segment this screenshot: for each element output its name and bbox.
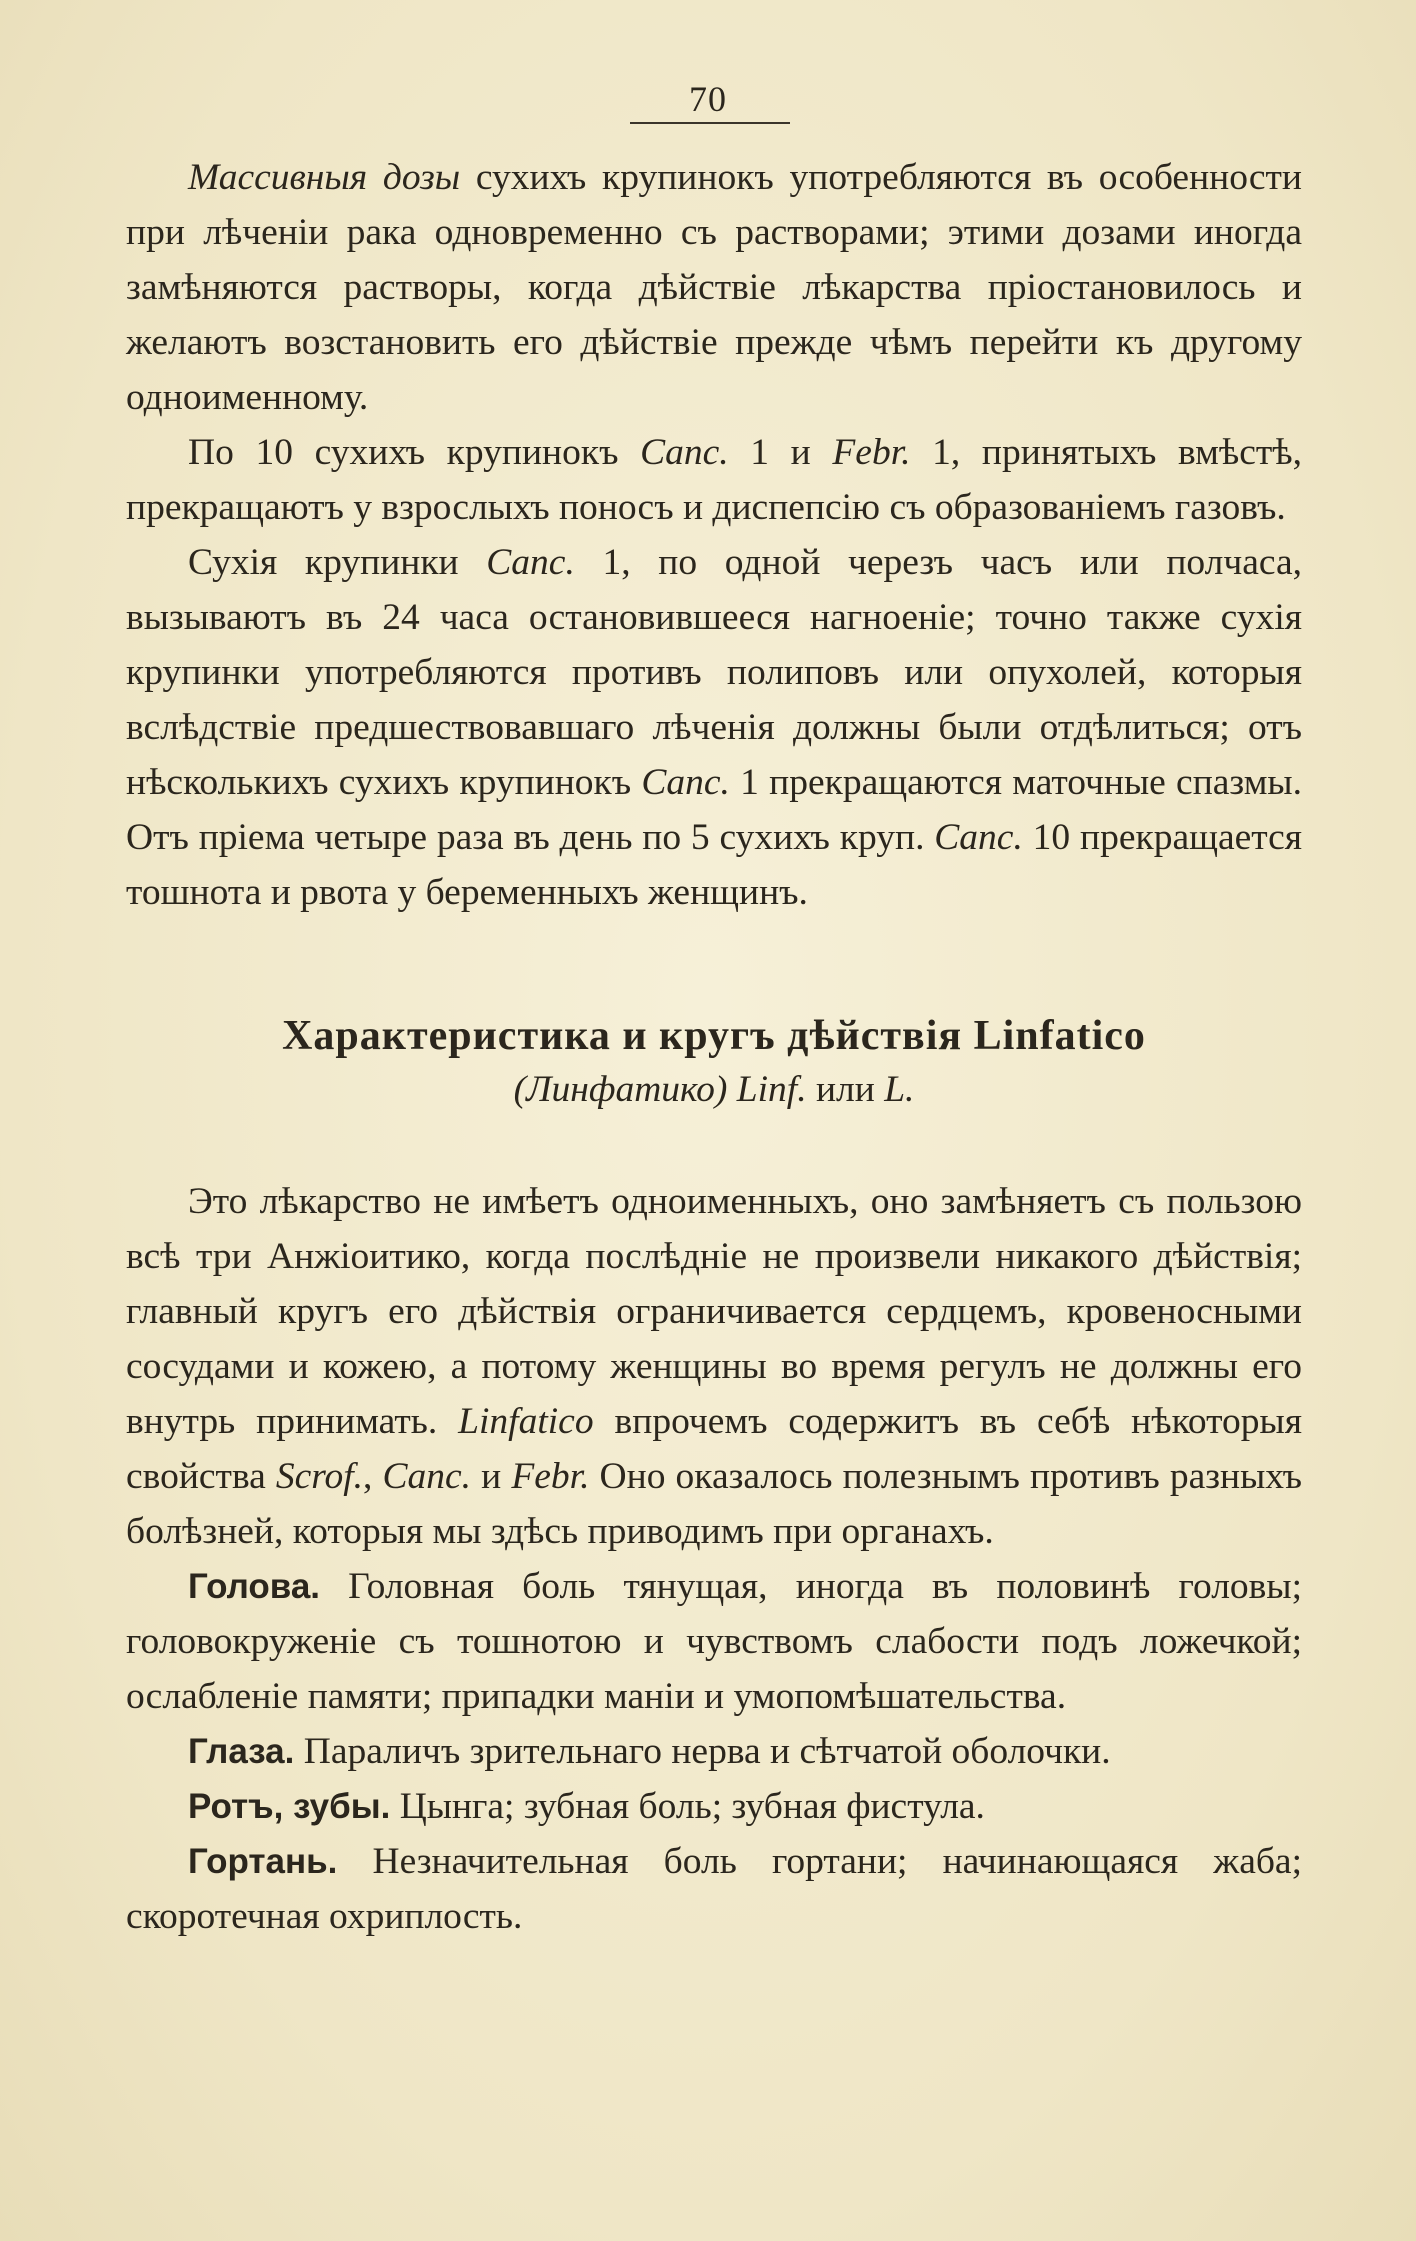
organ-entry-larynx: Гортань. Незначительная боль гортани; начинающаяся жаба; скоротечная охриплость.	[126, 1841, 1302, 1937]
organ-label: Голова.	[188, 1567, 321, 1606]
organ-label: Гортань.	[188, 1842, 338, 1881]
paragraph-massive-doses: Массивныя дозы сухихъ крупинокъ употребляются въ особенности при лѣченіи рака одновременно съ растворами; этими дозами иногда замѣняются растворы, когда дѣйствіе лѣкарства пріостановилось и желаютъ возстановить его дѣйствіе прежде чѣмъ перейти къ другому одноименному.	[126, 157, 1302, 418]
organ-entry-head: Голова. Головная боль тянущая, иногда въ половинѣ головы; головокруженіе съ тошнотою и чувствомъ слабости подъ ложечкой; ослабленіе памяти; припадки маніи и умопомѣшательства.	[126, 1566, 1302, 1717]
page-number-rule	[630, 122, 790, 124]
section-heading: Характеристика и кругъ дѣйствія Linfatico	[282, 1013, 1146, 1059]
organ-entry-mouth: Ротъ, зубы. Цынга; зубная боль; зубная фистула.	[188, 1786, 985, 1827]
page-number: 70	[689, 79, 727, 119]
organ-label: Ротъ, зубы.	[188, 1787, 391, 1826]
paragraph-linfatico-intro: Это лѣкарство не имѣетъ одноименныхъ, оно замѣняетъ съ пользою всѣ три Анжіоитико, когда послѣдніе не произвели никакого дѣйствія; главный кругъ его дѣйствія ограничивается сердцемъ, кровеносными сосудами и кожею, а потому женщины во время регулъ не должны его внутрь принимать. Linfatico впрочемъ содержитъ въ себѣ нѣкоторыя свойства Scrof., Canc. и Febr. Оно оказалось полезнымъ противъ разныхъ болѣзней, которыя мы здѣсь приводимъ при органахъ.	[126, 1181, 1303, 1552]
paragraph-dry-pellets: По 10 сухихъ крупинокъ Canc. 1 и Febr. 1, принятыхъ вмѣстѣ, прекращаютъ у взрослыхъ поносъ и диспепсію съ образованіемъ газовъ.	[126, 432, 1302, 528]
section-subheading: (Линфатико) Linf. или L.	[513, 1069, 915, 1110]
paragraph-canc-pellets: Сухія крупинки Canc. 1, по одной черезъ часъ или полчаса, вызываютъ въ 24 часа остановившееся нагноеніе; точно также сухія крупинки употребляются противъ полиповъ или опухолей, которыя вслѣдствіе предшествовавшаго лѣченія должны были отдѣлиться; отъ нѣсколькихъ сухихъ крупинокъ Canc. 1 прекращаются маточные спазмы. Отъ пріема четыре раза въ день по 5 сухихъ круп. Canc. 10 прекращается тошнота и рвота у беременныхъ женщинъ.	[126, 542, 1303, 913]
organ-label: Глаза.	[188, 1732, 295, 1771]
italic-term: Массивныя дозы	[188, 157, 461, 198]
organ-entry-eyes: Глаза. Параличъ зрительнаго нерва и сѣтчатой оболочки.	[188, 1731, 1111, 1772]
page-content	[126, 150, 1302, 1944]
